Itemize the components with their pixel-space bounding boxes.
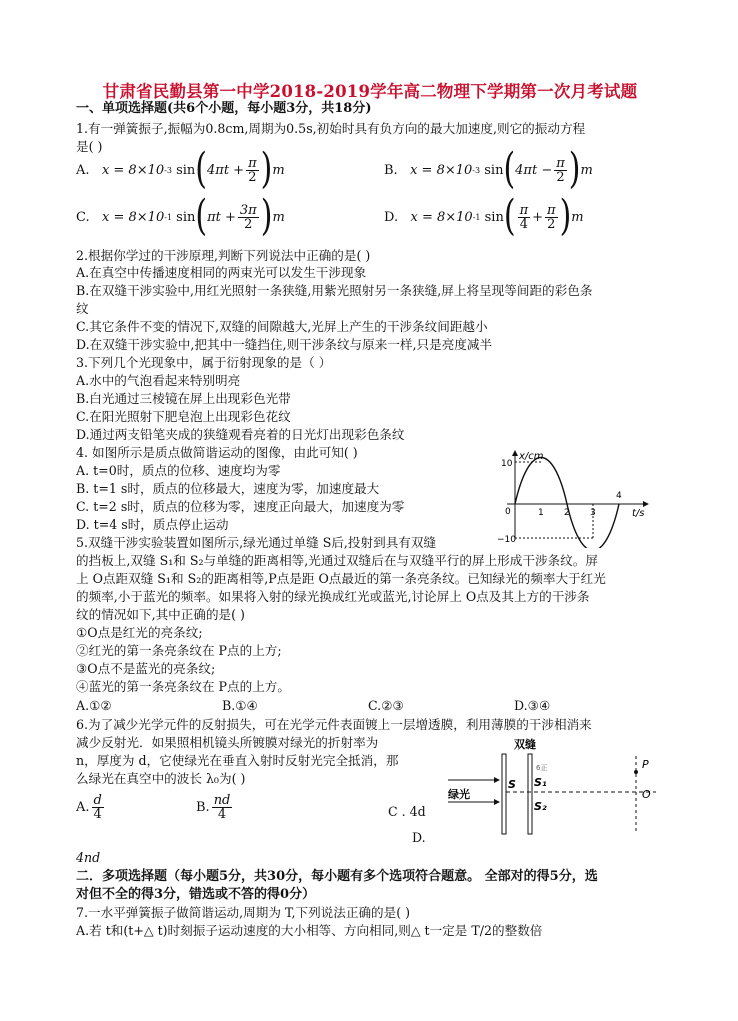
q6-option-d-value: 4nd xyxy=(76,850,101,865)
double-slit-diagram xyxy=(446,736,668,836)
q6-option-c: C . 4d xyxy=(388,804,426,819)
label-lvguang: 绿光 xyxy=(448,788,470,801)
q1-option-d: D. x = 8×10 -1 sin ( $\frac{\pi}{4}$ + $\frac{\pi}{2}$ ) m xyxy=(384,191,584,241)
q5-option-b: B.①④ xyxy=(222,698,258,713)
q5-option-d: D.③④ xyxy=(514,698,551,713)
q6-option-a: A. $\frac{d}{4}$ xyxy=(76,793,102,822)
q3-option-a: A.水中的气泡看起来特别明亮 xyxy=(76,373,241,388)
q5-option-a: A.①② xyxy=(76,698,112,713)
page-title: 甘肃省民勤县第一中学2018-2019学年高二物理下学期第一次月考试题 xyxy=(102,82,638,101)
q1-option-b: B. x = 8×10 -3 sin ( 4πt − $\frac{\pi}{2}$ ) m xyxy=(384,144,593,194)
label-shuangfeng: 双缝 xyxy=(514,738,536,751)
double-slit-plate xyxy=(528,754,532,834)
beam-bottom-arrow xyxy=(494,799,500,805)
q4-tick-3: 3 xyxy=(590,508,596,518)
q6-option-b: B. $\frac{nd}{4}$ xyxy=(196,793,231,822)
q6-line-2: 减少反射光．如果照相机镜头所镀膜对绿光的折射率为 xyxy=(76,735,379,750)
q1-stem-2: 是( ) xyxy=(76,139,103,154)
label-o: O xyxy=(642,788,651,801)
q4-tick-4: 4 xyxy=(616,491,622,501)
q7-option-a: A.若 t和(t+△ t)时刻振子运动速度的大小相等、方向相同,则△ t一定是 T/2的整数倍 xyxy=(76,923,543,938)
q4-sine-graph xyxy=(495,448,655,548)
q2-option-b-2: 纹 xyxy=(76,301,89,316)
q2-option-b-1: B.在双缝干涉实验中,用红光照射一条狭缝,用紫光照射另一条狭缝,屏上将呈现等间距的彩色条 xyxy=(76,283,593,298)
section-2-heading-2: 对但不全的得3分，错选或不答的得0分） xyxy=(76,887,316,902)
q6-line-4: 么绿光在真空中的波长 λ₀为( ) xyxy=(76,771,246,786)
q1-option-c: C. x = 8×10 -1 sin ( πt + $\frac{3\pi}{2}$ ) m xyxy=(76,191,285,241)
single-slit-plate xyxy=(502,754,506,834)
q4-y-top: 10 xyxy=(501,459,513,469)
q5-option-c: C.②③ xyxy=(368,698,404,713)
q3-option-b: B.白光通过三棱镜在屏上出现彩色光带 xyxy=(76,391,291,406)
label-s1: S₁ xyxy=(534,776,547,789)
q2-option-c: C.其它条件不变的情况下,双缝的间隙越大,光屏上产生的干涉条纹间距越小 xyxy=(76,319,488,334)
q7-stem: 7.一水平弹簧振子做简谐运动,周期为 T,下列说法正确的是( ) xyxy=(76,905,411,920)
q5-statement-3: ③O点不是蓝光的亮条纹; xyxy=(76,661,216,676)
q1-option-a: A. x = 8×10 -3 sin ( 4πt + $\frac{\pi}{2}$ ) m xyxy=(76,144,285,194)
t-axis-arrow xyxy=(643,501,649,507)
q3-option-d: D.通过两支铅笔夹成的狭缝观看亮着的日光灯出现彩色条纹 xyxy=(76,427,405,442)
q4-y-bottom: −10 xyxy=(497,535,516,545)
q4-tick-2: 2 xyxy=(564,508,570,518)
beam-top-arrow xyxy=(494,777,500,783)
q6-option-d-label: D. xyxy=(412,830,426,845)
q5-statement-2: ②红光的第一条亮条纹在 P点的上方; xyxy=(76,643,282,658)
section-1-heading: 一、单项选择题(共6个小题，每小题3分，共18分) xyxy=(76,101,372,116)
q4-option-b: B. t=1 s时，质点的位移最大，速度为零，加速度最大 xyxy=(76,481,380,496)
sine-curve xyxy=(515,458,619,549)
x-axis-arrow xyxy=(512,450,518,456)
label-p: P xyxy=(642,758,649,771)
q4-stem: 4. 如图所示是质点做简谐运动的图像，由此可知( ) xyxy=(76,445,358,460)
q5-line-1: 5.双缝干涉实验装置如图所示,绿光通过单缝 S后,投射到具有双缝 xyxy=(76,535,437,550)
q5-line-4: 的频率,小于蓝光的频率。如果将入射的绿光换成红光或蓝光,讨论屏上 O点及其上方的干涉条 xyxy=(76,589,590,604)
section-2-heading-1: 二．多项选择题（每小题5分，共30分，每小题有多个选项符合题意。 全部对的得5分，选 xyxy=(76,869,598,884)
q5-line-3: 上 O点距双缝 S₁和 S₂的距离相等,P点是距 O点最近的第一条亮条纹。已知绿光的频率大于红光 xyxy=(76,571,606,586)
q4-option-c: C. t=2 s时，质点的位移为零，速度正向最大，加速度为零 xyxy=(76,499,405,514)
point-p xyxy=(634,770,638,774)
q4-ylabel: x/cm xyxy=(519,451,544,462)
q4-option-d: D. t=4 s时，质点停止运动 xyxy=(76,517,229,532)
q3-stem: 3.下列几个光现象中，属于衍射现象的是（ ） xyxy=(76,355,332,370)
q4-origin: 0 xyxy=(505,507,511,517)
label-s: S xyxy=(508,778,516,791)
q2-stem: 2.根据你学过的干涉原理,判断下列说法中正确的是( ) xyxy=(76,248,371,263)
q4-tick-1: 1 xyxy=(538,508,544,518)
q3-option-c: C.在阳光照射下肥皂泡上出现彩色花纹 xyxy=(76,409,291,424)
q5-line-2: 的挡板上,双缝 S₁和 S₂与单缝的距离相等,光通过双缝后在与双缝平行的屏上形成干涉条纹。屏 xyxy=(76,553,598,568)
q4-xlabel: t/s xyxy=(632,508,645,519)
q6-line-3: n，厚度为 d，它使绿光在垂直入射时反射光完全抵消，那 xyxy=(76,753,399,768)
q2-option-d: D.在双缝干涉实验中,把其中一缝挡住,则干涉条纹与原来一样,只是亮度减半 xyxy=(76,337,493,352)
q6-line-1: 6.为了减少光学元件的反射损失，可在光学元件表面镀上一层增透膜，利用薄膜的干涉相消来 xyxy=(76,717,592,732)
q5-statement-4: ④蓝光的第一条亮条纹在 P点的上方。 xyxy=(76,679,290,694)
q5-line-5: 纹的情况如下,其中正确的是( ) xyxy=(76,607,245,622)
q5-statement-1: ①O点是红光的亮条纹; xyxy=(76,625,203,640)
label-small: 6正 xyxy=(536,764,548,772)
label-s2: S₂ xyxy=(534,800,547,813)
q1-stem-1: 1.有一弹簧振子,振幅为0.8cm,周期为0.5s,初始时具有负方向的最大加速度,则它的振动方程 xyxy=(76,121,586,136)
q4-option-a: A. t=0时，质点的位移、速度均为零 xyxy=(76,463,281,478)
q2-option-a: A.在真空中传播速度相同的两束光可以发生干涉现象 xyxy=(76,265,367,280)
